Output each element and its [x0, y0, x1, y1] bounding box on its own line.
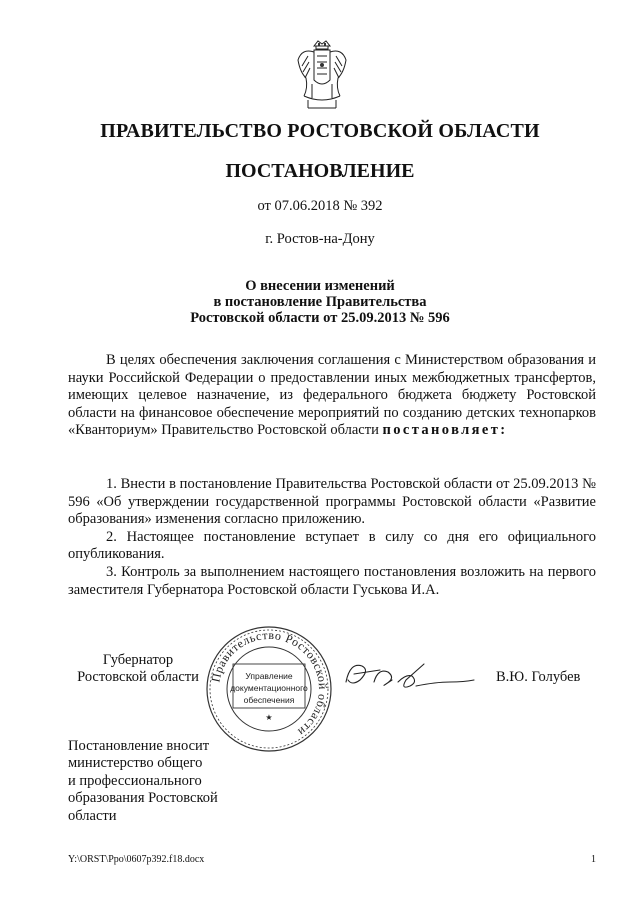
subject-line: в постановление Правительства — [213, 294, 427, 310]
stamp-inner-line: документационного — [230, 683, 308, 693]
document-type-title: ПОСТАНОВЛЕНИЕ — [225, 160, 415, 182]
note-line: министерство общего — [68, 755, 203, 772]
submitter-note — [68, 738, 238, 825]
stamp-star-icon: ★ — [265, 713, 273, 722]
subject-line: О внесении изменений — [245, 278, 395, 294]
subject-line: Ростовской области от 25.09.2013 № 596 — [190, 310, 450, 326]
page-number: 1 — [591, 854, 596, 865]
decree-word: постановляет: — [382, 422, 508, 439]
preamble-text: В целях обеспечения заключения соглашения с Министерством образования и науки Российской Федерации о предоставлении иных межбюджетных трансфертов, имеющих целевое назначение, из федерального бюджета бюджету Ростовской области на финансовое обеспечение мероприятий по созданию детских технопарков «Кванториум» Правительство Ростовской области — [68, 352, 596, 439]
stamp-inner-line: обеспечения — [243, 695, 295, 705]
stamp-inner-line: Управление — [245, 671, 293, 681]
note-line: Постановление вносит — [68, 738, 210, 754]
note-line: области — [68, 807, 117, 824]
stamp-ring-text: Правительство Ростовской области — [208, 627, 331, 740]
document-subject — [0, 278, 640, 326]
official-seal-stamp — [203, 624, 335, 754]
decree-item: 3. Контроль за выполнением настоящего постановления возложить на первого заместителя Губернатора Ростовской области Гуськова И.А. — [68, 563, 596, 598]
footer-file-path: Y:\ORST\Ppo\0607p392.f18.docx — [68, 854, 205, 865]
preamble-paragraph — [68, 352, 596, 440]
document-date-number: от 07.06.2018 № 392 — [257, 198, 383, 214]
document-city: г. Ростов-на-Дону — [265, 231, 375, 247]
decree-item: 1. Внести в постановление Правительства Ростовской области от 25.09.2013 № 596 «Об утверждении государственной программы Ростовской области «Развитие образования» изменения согласно приложению. — [68, 476, 596, 528]
decree-item: 2. Настоящее постановление вступает в силу со дня его официального опубликования. — [68, 528, 596, 563]
note-line: образования Ростовской — [68, 790, 218, 807]
decree-items — [68, 476, 596, 599]
organization-title: ПРАВИТЕЛЬСТВО РОСТОВСКОЙ ОБЛАСТИ — [100, 120, 540, 142]
signatory-name: В.Ю. Голубев — [496, 669, 581, 685]
signatory-title — [68, 652, 208, 686]
handwritten-signature — [340, 652, 490, 700]
signatory-title-line: Губернатор — [102, 652, 174, 668]
signatory-title-line: Ростовской области — [77, 669, 199, 685]
coat-of-arms-icon — [294, 38, 350, 110]
note-line: и профессионального — [68, 772, 202, 789]
